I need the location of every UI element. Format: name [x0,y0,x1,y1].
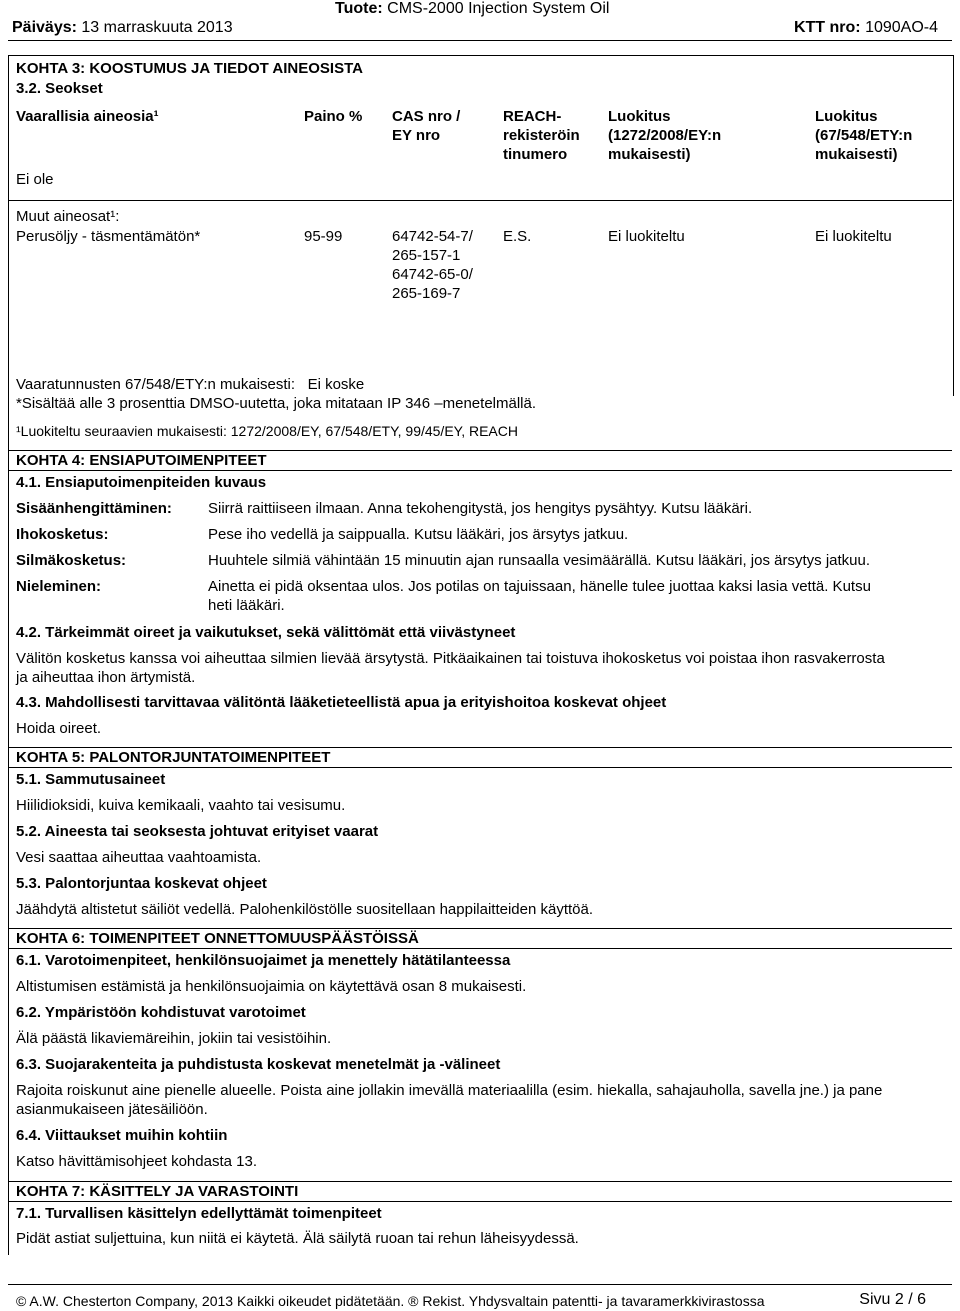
s43-heading: 4.3. Mahdollisesti tarvittavaa välitöntä lääketieteellistä apua ja erityishoitoa koskevat ohjeet [16,694,667,711]
s62-heading: 6.2. Ympäristöön kohdistuvat varotoimet [16,1004,306,1021]
product-line [335,0,609,18]
s71-text: Pidät astiat suljettuina, kun niitä ei käytetä. Älä säilytä ruoan tai rehun läheisyydessä. [16,1230,579,1247]
row-cas-4: 265-169-7 [392,285,461,302]
row-cas-3: 64742-65-0/ [392,266,473,283]
col-reach-2: rekisteröin [503,127,580,144]
s43-text: Hoida oireet. [16,720,102,737]
eye-text: Huuhtele silmiä vähintään 15 minuutin ajan runsaalla vesimäärällä. Kutsu lääkäri, jos ärsytys jatkuu. [208,552,871,569]
col-clp-1: Luokitus [608,108,671,125]
col-clp-3: mukaisesti) [608,146,691,163]
row-clp: Ei luokiteltu [608,228,685,245]
s52-text: Vesi saattaa aiheuttaa vaahtoamista. [16,849,262,866]
col-dsd-3: mukaisesti) [815,146,898,163]
product-label: Tuote: [335,0,383,17]
skin-text: Pese iho vedellä ja saippualla. Kutsu lääkäri, jos ärsytys jatkuu. [208,526,629,543]
ingest-label: Nieleminen: [16,578,102,595]
footer-rule [8,1284,952,1285]
row-dsd: Ei luokiteltu [815,228,892,245]
col-weight: Paino % [304,108,363,125]
inhalation-text: Siirrä raittiiseen ilmaan. Anna tekohengitystä, jos hengitys pysähtyy. Kutsu lääkäri. [208,500,753,517]
other-label: Muut aineosat¹: [16,208,120,225]
section7-title: KOHTA 7: KÄSITTELY JA VARASTOINTI [16,1183,299,1200]
row-weight: 95-99 [304,228,343,245]
s63-text-1: Rajoita roiskunut aine pienelle alueelle. Poista aine jollakin imevällä materiaalilla (esim. hiekalla, sahajauholla, savella jne.) ja pane [16,1082,883,1099]
section3-divider [8,200,952,201]
page-number: Sivu 2 / 6 [859,1291,926,1308]
s62-text: Älä päästä likaviemäreihin, jokiin tai vesistöihin. [16,1030,332,1047]
hazard-line [16,376,364,393]
no-hazardous: Ei ole [16,171,54,188]
s61-text: Altistumisen estämistä ja henkilönsuojaimia on käytettävä osan 8 mukaisesti. [16,978,527,995]
s63-text-2: asianmukaiseen jätesäiliöön. [16,1101,208,1118]
eye-label: Silmäkosketus: [16,552,127,569]
col-dsd-2: (67/548/ETY:n [815,127,913,144]
section5-title: KOHTA 5: PALONTORJUNTATOIMENPITEET [16,749,331,766]
section6-title: KOHTA 6: TOIMENPITEET ONNETTOMUUSPÄÄSTÖISSÄ [16,930,419,947]
s63-heading: 6.3. Suojarakenteita ja puhdistusta koskevat menetelmät ja -välineet [16,1056,501,1073]
section4-title: KOHTA 4: ENSIAPUTOIMENPITEET [16,452,267,469]
col-cas-1: CAS nro / [392,108,461,125]
ktt-label: KTT nro: [793,19,861,36]
col-ingredient: Vaarallisia aineosia¹ [16,108,159,125]
s42-heading: 4.2. Tärkeimmät oireet ja vaikutukset, sekä välittömät että viivästyneet [16,624,516,641]
col-clp-2: (1272/2008/EY:n [608,127,722,144]
s53-text: Jäähdytä altistetut säiliöt vedellä. Palohenkilöstölle suositellaan happilaitteiden käyttöä. [16,901,594,918]
s42-text-2: ja aiheuttaa ihon ärtymistä. [16,669,196,686]
ktt-line [794,19,938,37]
section3-sub: 3.2. Seokset [16,80,103,97]
col-reach-1: REACH- [503,108,562,125]
ingest-text-1: Ainetta ei pidä oksentaa ulos. Jos potilas on tajuissaan, hänelle tulee juottaa kaksi lasia vettä. Kutsu [208,578,871,595]
hazard-label: Vaaratunnusten 67/548/ETY:n mukaisesti: [16,376,296,393]
s51-text: Hiilidioksidi, kuiva kemikaali, vaahto tai vesisumu. [16,797,346,814]
s64-heading: 6.4. Viittaukset muihin kohtiin [16,1127,228,1144]
date-label: Päiväys: [12,19,77,36]
dmso-note: *Sisältää alle 3 prosenttia DMSO-uutetta, joka mitataan IP 346 –menetelmällä. [16,395,537,412]
footnote: ¹Luokiteltu seuraavien mukaisesti: 1272/2008/EY, 67/548/ETY, 99/45/EY, REACH [16,423,518,439]
header-rule [8,40,952,41]
row-reach: E.S. [503,228,532,245]
s41-heading: 4.1. Ensiaputoimenpiteiden kuvaus [16,474,267,491]
col-reach-3: tinumero [503,146,568,163]
col-cas-2: EY nro [392,127,441,144]
s42-text-1: Välitön kosketus kanssa voi aiheuttaa silmien lievää ärsytystä. Pitkäaikainen tai toistuva ihokosketus voi poistaa ihon rasvakerrosta [16,650,885,667]
row-cas-2: 265-157-1 [392,247,461,264]
section3-box [8,55,954,396]
s51-heading: 5.1. Sammutusaineet [16,771,166,788]
left-margin-line [8,395,9,1255]
section3-title: KOHTA 3: KOOSTUMUS JA TIEDOT AINEOSISTA [16,60,363,77]
hazard-value: Ei koske [307,376,365,393]
date-value: 13 marraskuuta 2013 [81,19,233,36]
col-dsd-1: Luokitus [815,108,878,125]
row-name: Perusöljy - täsmentämätön* [16,228,201,245]
s61-heading: 6.1. Varotoimenpiteet, henkilönsuojaimet ja menettely hätätilanteessa [16,952,511,969]
skin-label: Ihokosketus: [16,526,109,543]
date-line [12,19,233,37]
ktt-value: 1090AO-4 [865,19,938,36]
s71-heading: 7.1. Turvallisen käsittelyn edellyttämät toimenpiteet [16,1205,382,1222]
product-name: CMS-2000 Injection System Oil [387,0,610,17]
s53-heading: 5.3. Palontorjuntaa koskevat ohjeet [16,875,267,892]
ingest-text-2: heti lääkäri. [208,597,285,614]
inhalation-label: Sisäänhengittäminen: [16,500,172,517]
s52-heading: 5.2. Aineesta tai seoksesta johtuvat erityiset vaarat [16,823,379,840]
row-cas-1: 64742-54-7/ [392,228,473,245]
s64-text: Katso hävittämisohjeet kohdasta 13. [16,1153,257,1170]
footer-copyright: © A.W. Chesterton Company, 2013 Kaikki oikeudet pidätetään. ® Rekist. Yhdysvaltain patentti- ja tavaramerkkivirastossa [16,1293,765,1309]
